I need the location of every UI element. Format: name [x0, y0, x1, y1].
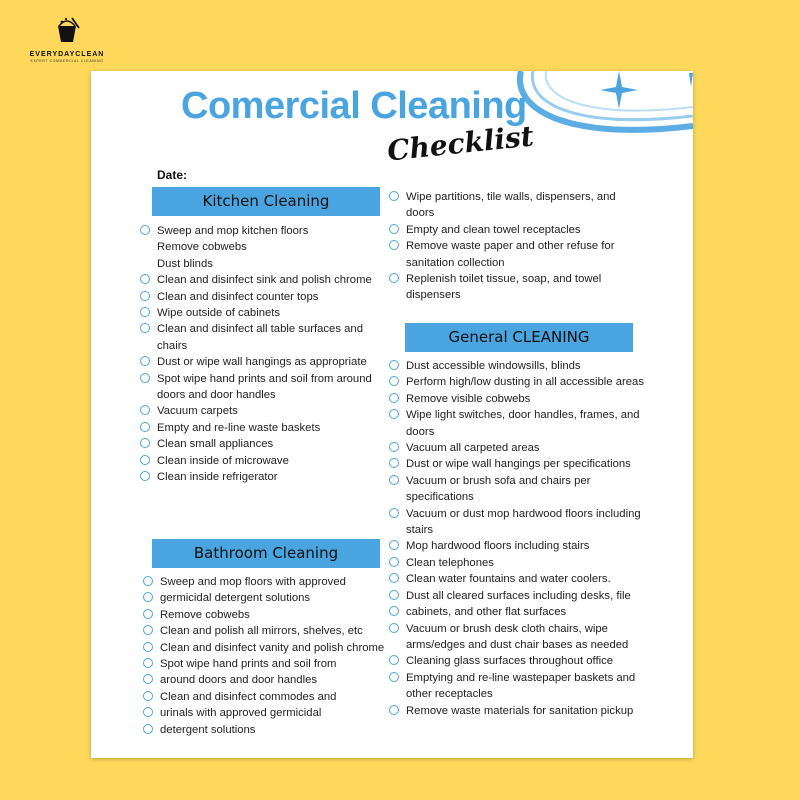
checklist-item [140, 590, 390, 606]
checklist-item [386, 555, 656, 571]
checklist-item [386, 538, 656, 554]
checklist-item-label: Clean inside refrigerator [157, 471, 278, 484]
checkbox-circle-icon[interactable] [140, 471, 150, 481]
checklist-item-label: germicidal detergent solutions [160, 592, 311, 605]
checkbox-circle-icon[interactable] [140, 438, 150, 448]
checklist-item-label: Dust all cleared surfaces including desks, file [406, 589, 631, 602]
checklist-item [386, 374, 656, 390]
checklist-item-label: Empty and re-line waste baskets [157, 421, 321, 434]
checkbox-circle-icon[interactable] [140, 225, 150, 235]
checkbox-circle-icon[interactable] [143, 707, 153, 717]
checklist-item [137, 469, 381, 485]
checklist-item-label: Clean inside of microwave [157, 454, 289, 467]
kitchen-list [137, 223, 381, 486]
checklist-item-label: Vacuum or brush sofa and chairs per specifications [406, 474, 591, 504]
checklist-item-label: Dust or wipe wall hangings as appropriate [157, 356, 367, 369]
general-list [386, 358, 656, 719]
checklist-item [140, 574, 390, 590]
checkbox-circle-icon[interactable] [140, 307, 150, 317]
checklist-item-label: Dust or wipe wall hangings per specifications [406, 458, 631, 471]
checklist-item [140, 689, 390, 705]
checklist-item [386, 271, 636, 304]
checkbox-circle-icon[interactable] [389, 442, 399, 452]
checklist-item [137, 453, 381, 469]
checklist-item-label: Wipe partitions, tile walls, dispensers, and doors [406, 191, 616, 220]
checkbox-circle-icon[interactable] [140, 422, 150, 432]
checklist-item [386, 506, 656, 539]
checklist-item [386, 358, 656, 374]
checkbox-circle-icon[interactable] [389, 672, 399, 682]
checklist-item-label: Clean and disinfect vanity and polish chrome [160, 641, 385, 654]
checkbox-circle-icon[interactable] [143, 576, 153, 586]
checklist-item [137, 403, 381, 419]
checklist-item [137, 436, 381, 452]
checklist-item [140, 705, 390, 721]
bathroom-continued-list [386, 189, 636, 304]
checkbox-circle-icon[interactable] [389, 573, 399, 583]
checklist-item-label: Perform high/low dusting in all accessible areas [406, 376, 644, 389]
brand-logo [22, 16, 112, 63]
checkbox-circle-icon[interactable] [143, 642, 153, 652]
checkbox-circle-icon[interactable] [389, 458, 399, 468]
checklist-item-label: Clean and disinfect sink and polish chrome [157, 274, 372, 287]
checklist-item-label: detergent solutions [160, 723, 256, 736]
checklist-item-label: Remove cobwebs [157, 241, 247, 254]
checklist-item [386, 703, 656, 719]
checklist-item [137, 420, 381, 436]
checklist-item-label: Clean and disinfect all table surfaces and chairs [157, 323, 363, 352]
checklist-item [140, 607, 390, 623]
checklist-item [140, 672, 390, 688]
checkbox-circle-icon[interactable] [389, 191, 399, 201]
checklist-item-label: cabinets, and other flat surfaces [406, 606, 567, 619]
checklist-item-label: urinals with approved germicidal [160, 707, 322, 720]
checkbox-circle-icon[interactable] [389, 360, 399, 370]
checkbox-circle-icon[interactable] [389, 240, 399, 250]
checklist-item-label: Clean small appliances [157, 438, 274, 451]
checklist-item [386, 407, 656, 440]
checkbox-circle-icon[interactable] [389, 540, 399, 550]
checkbox-circle-icon[interactable] [140, 274, 150, 284]
bathroom-list [140, 574, 390, 738]
general-heading: General CLEANING [405, 323, 633, 352]
checkbox-circle-icon[interactable] [389, 376, 399, 386]
brand-name: EVERYDAYCLEAN [29, 51, 105, 58]
checklist-item [137, 256, 381, 272]
checkbox-circle-icon[interactable] [143, 674, 153, 684]
checklist-item-label: Sweep and mop kitchen floors [157, 225, 309, 237]
checkbox-circle-icon[interactable] [389, 590, 399, 600]
checklist-item [386, 621, 656, 654]
checklist-item [386, 588, 656, 604]
checkbox-circle-icon[interactable] [389, 393, 399, 403]
checklist-item [386, 189, 636, 222]
checklist-item [137, 289, 381, 305]
checkbox-circle-icon[interactable] [140, 356, 150, 366]
checklist-item-label: Remove waste paper and other refuse for sanitation collection [406, 240, 615, 269]
checkbox-circle-icon[interactable] [143, 724, 153, 734]
checkbox-circle-icon[interactable] [389, 606, 399, 616]
checklist-item [137, 321, 381, 354]
checklist-item-label: Replenish toilet tissue, soap, and towel dispensers [406, 273, 602, 302]
checklist-item-label: Vacuum or dust mop hardwood floors including stairs [406, 507, 641, 537]
checklist-item-label: Emptying and re-line wastepaper baskets and other receptacles [406, 671, 636, 701]
checklist-item [386, 604, 656, 620]
sparkle-swoosh-icon [511, 71, 693, 161]
cleaning-bucket-icon [52, 16, 82, 44]
checklist-item [386, 571, 656, 587]
checkbox-circle-icon[interactable] [389, 623, 399, 633]
checklist-item-label: Sweep and mop floors with approved [160, 576, 346, 588]
checklist-item [386, 456, 656, 472]
checklist-item [140, 722, 390, 738]
date-label: Date: [157, 168, 188, 182]
checklist-item-label: Clean and disinfect commodes and [160, 690, 337, 703]
checklist-item-label: Clean and disinfect counter tops [157, 290, 319, 303]
checkbox-circle-icon[interactable] [389, 273, 399, 283]
checklist-item [137, 272, 381, 288]
checklist-item-label: Wipe outside of cabinets [157, 307, 281, 320]
brand-tagline: EXPERT COMMERCIAL CLEANING [30, 59, 104, 63]
kitchen-heading: Kitchen Cleaning [152, 187, 380, 216]
checkbox-circle-icon[interactable] [389, 705, 399, 715]
checklist-item-label: Vacuum or brush desk cloth chairs, wipe arms/edges and dust chair bases as needed [406, 622, 629, 651]
checklist-item-label: Vacuum all carpeted areas [406, 442, 540, 455]
checklist-item-label: around doors and door handles [160, 674, 318, 687]
checklist-item [140, 656, 390, 672]
checklist-item-label: Dust blinds [157, 257, 213, 270]
checklist-item [137, 371, 381, 404]
checklist-item [386, 440, 656, 456]
checklist-item-label: Remove visible cobwebs [406, 392, 531, 405]
checklist-item-label: Mop hardwood floors including stairs [406, 540, 590, 553]
checkbox-circle-icon[interactable] [389, 557, 399, 567]
checklist-item [386, 222, 636, 238]
page-subtitle: Checklist [385, 119, 536, 168]
checkbox-circle-icon[interactable] [140, 323, 150, 333]
checklist-item [386, 653, 656, 669]
checklist-item [137, 239, 381, 255]
checklist-item-label: Clean water fountains and water coolers. [406, 573, 611, 586]
checklist-item [140, 640, 390, 656]
checklist-item-label: Empty and clean towel receptacles [406, 223, 581, 236]
checkbox-circle-icon[interactable] [140, 373, 150, 383]
checkbox-circle-icon[interactable] [140, 291, 150, 301]
checklist-item [137, 223, 381, 239]
checkbox-circle-icon[interactable] [143, 691, 153, 701]
checklist-item-label: Dust accessible windowsills, blinds [406, 360, 581, 372]
checkbox-circle-icon[interactable] [389, 475, 399, 485]
checklist-item [137, 305, 381, 321]
checkbox-circle-icon[interactable] [140, 405, 150, 415]
page-title: Comercial Cleaning [181, 85, 527, 127]
checkbox-circle-icon[interactable] [389, 409, 399, 419]
checklist-item-label: Vacuum carpets [157, 405, 238, 418]
checkbox-circle-icon[interactable] [389, 508, 399, 518]
checklist-item-label: Remove waste materials for sanitation pickup [406, 704, 634, 717]
checklist-item [137, 354, 381, 370]
checklist-item [386, 238, 636, 271]
checkbox-circle-icon[interactable] [140, 455, 150, 465]
checklist-item-label: Spot wipe hand prints and soil from [160, 658, 337, 671]
checklist-item [386, 391, 656, 407]
checkbox-circle-icon[interactable] [143, 658, 153, 668]
checkbox-circle-icon[interactable] [389, 655, 399, 665]
checklist-item [140, 623, 390, 639]
bathroom-heading: Bathroom Cleaning [152, 539, 380, 568]
checklist-item [386, 670, 656, 703]
checklist-page [91, 71, 693, 758]
checkbox-circle-icon[interactable] [143, 625, 153, 635]
checklist-item-label: Clean and polish all mirrors, shelves, etc [160, 625, 363, 638]
checklist-item-label: Cleaning glass surfaces throughout office [406, 655, 614, 668]
checklist-item-label: Remove cobwebs [160, 608, 250, 621]
checklist-item-label: Wipe light switches, door handles, frames, and doors [406, 409, 640, 438]
checkbox-circle-icon[interactable] [389, 224, 399, 234]
checklist-item-label: Clean telephones [406, 556, 494, 569]
checkbox-circle-icon[interactable] [143, 609, 153, 619]
checkbox-circle-icon[interactable] [143, 592, 153, 602]
checklist-item [386, 473, 656, 506]
checklist-item-label: Spot wipe hand prints and soil from around doors and door handles [157, 372, 372, 402]
